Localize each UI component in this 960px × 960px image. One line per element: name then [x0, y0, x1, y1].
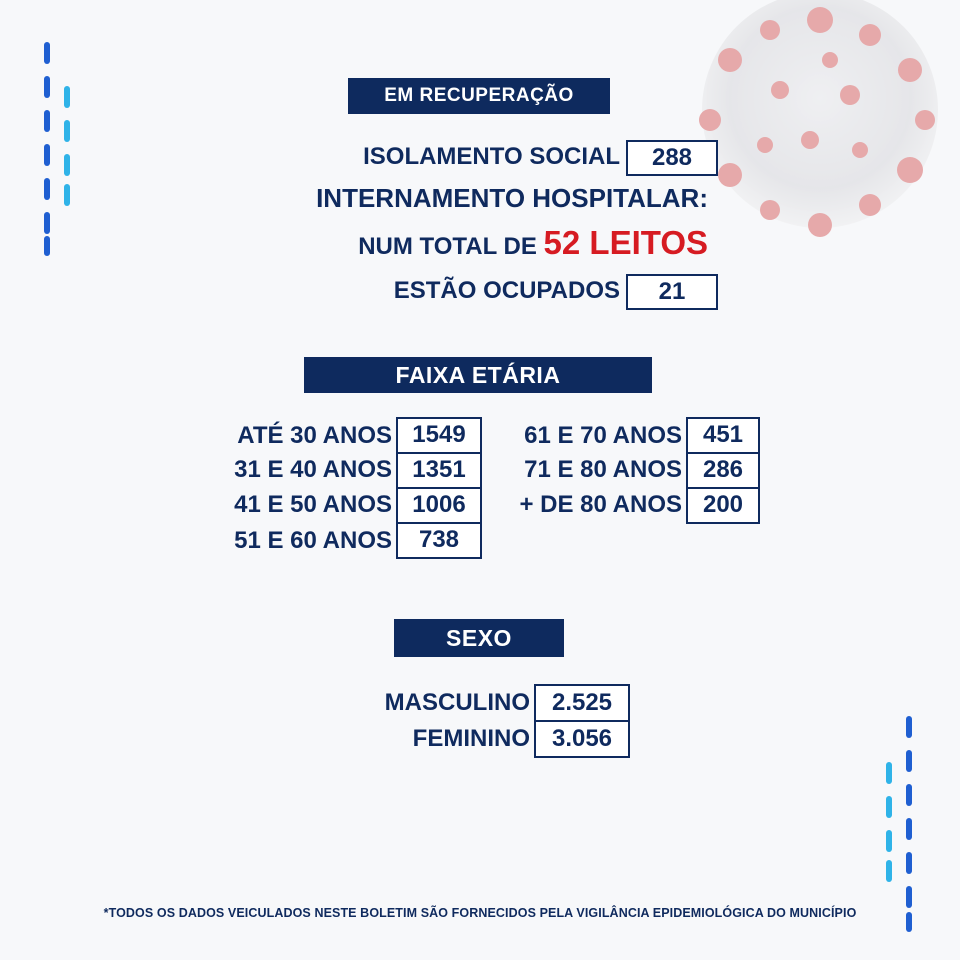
age-right-value-1: 286: [686, 452, 760, 489]
male-label: MASCULINO: [384, 689, 530, 716]
age-right-value-0: 451: [686, 417, 760, 454]
total-beds: 52 LEITOS: [543, 224, 708, 261]
age-left-value-2: 1006: [396, 487, 482, 524]
age-left-value-1: 1351: [396, 452, 482, 489]
age-left-value-3: 738: [396, 522, 482, 559]
age-right-label-1: 71 E 80 ANOS: [524, 456, 682, 483]
footer-note: *TODOS OS DADOS VEICULADOS NESTE BOLETIM SÃO FORNECIDOS PELA VIGILÂNCIA EPIDEMIOLÓGICA DO MUNICÍPIO: [103, 906, 857, 920]
occupied-value: 21: [626, 274, 718, 310]
isolation-label: ISOLAMENTO SOCIAL: [363, 143, 620, 170]
recovery-banner: EM RECUPERAÇÃO: [348, 78, 610, 114]
age-left-label-1: 31 E 40 ANOS: [234, 456, 392, 483]
female-value: 3.056: [534, 720, 630, 758]
age-left-value-0: 1549: [396, 417, 482, 454]
age-left-label-2: 41 E 50 ANOS: [234, 491, 392, 518]
age-banner: FAIXA ETÁRIA: [304, 357, 652, 393]
occupied-label: ESTÃO OCUPADOS: [393, 277, 620, 304]
age-right-label-0: 61 E 70 ANOS: [524, 422, 682, 449]
total-prefix: NUM TOTAL DE: [358, 233, 537, 260]
age-left-label-3: 51 E 60 ANOS: [234, 527, 392, 554]
isolation-value: 288: [626, 140, 718, 176]
age-left-label-0: ATÉ 30 ANOS: [237, 422, 392, 449]
male-value: 2.525: [534, 684, 630, 722]
sex-banner: SEXO: [394, 619, 564, 657]
age-right-value-2: 200: [686, 487, 760, 524]
total-beds-line: [358, 223, 708, 267]
female-label: FEMININO: [412, 725, 530, 752]
age-right-label-2: + DE 80 ANOS: [519, 491, 682, 518]
hospital-label: INTERNAMENTO HOSPITALAR:: [316, 183, 708, 213]
